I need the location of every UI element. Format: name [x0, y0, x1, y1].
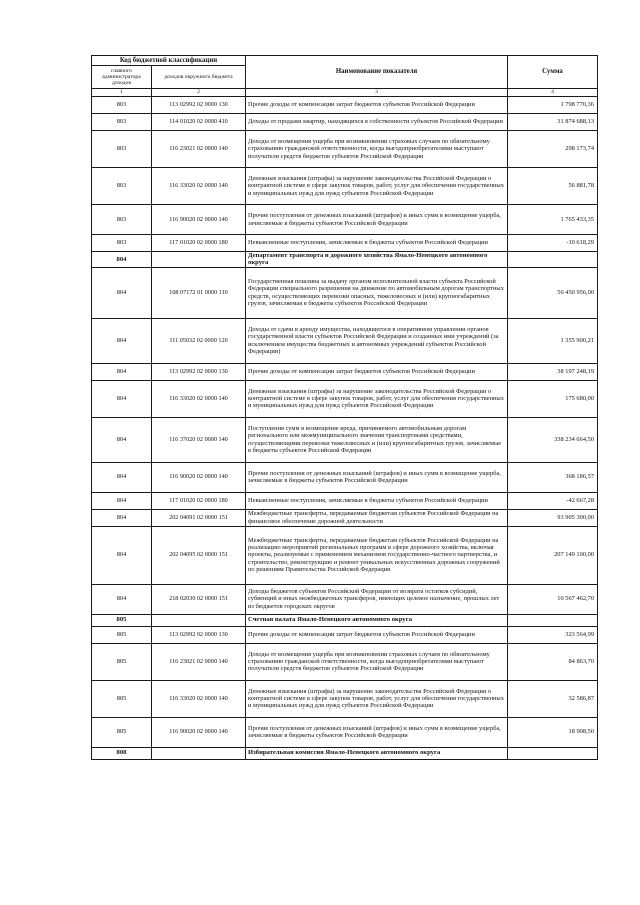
section-title: Департамент транспорта и дорожного хозяйства Ямало-Ненецкого автономного округа — [246, 252, 508, 268]
amount: 207 149 100,00 — [508, 526, 598, 584]
section-title: Избирательная комиссия Ямало-Ненецкого автономного округа — [246, 747, 508, 759]
admin-code: 804 — [92, 318, 152, 363]
amount: 32 586,87 — [508, 680, 598, 717]
income-code: 116 90020 02 0000 140 — [152, 205, 246, 235]
empty-cell — [152, 747, 246, 759]
table-row — [92, 643, 598, 680]
admin-code: 804 — [92, 252, 152, 268]
table-body — [92, 97, 598, 760]
indicator-name: Межбюджетные трансферты, передаваемые бюджетам субъектов Российской Федерации на реализацию мероприятий региональных программ в сфере дорожного хозяйства, включая проекты, реализуемые с применением механизмов государственно-частного партнерства, и строительство, реконструкцию и ремонт уникальных искусственных дорожных сооружений по решениям Правительства Российской Федерации — [246, 526, 508, 584]
amount: 31 874 688,13 — [508, 114, 598, 131]
indicator-name: Денежные взыскания (штрафы) за нарушение законодательства Российской Федерации о контрактной системе в сфере закупок товаров, работ, услуг для обеспечения государственных и муниципальных нужд для нужд субъектов Российской Федерации — [246, 380, 508, 417]
table-row — [92, 97, 598, 114]
header-admin: главного администратора доходов — [92, 66, 152, 89]
budget-revenue-table — [91, 55, 598, 760]
admin-code: 808 — [92, 747, 152, 759]
table-row — [92, 717, 598, 747]
section-row — [92, 747, 598, 759]
table-row — [92, 492, 598, 509]
income-code: 117 01020 02 0000 180 — [152, 235, 246, 252]
indicator-name: Доходы от сдачи в аренду имущества, находящегося в оперативном управлении органов государственной власти субъектов Российской Федерации и созданных ими учреждений (за исключением имущества бюджетных и автономных учреждений субъектов Российской Федерации) — [246, 318, 508, 363]
table-row — [92, 380, 598, 417]
table-row — [92, 131, 598, 168]
income-code: 116 33020 02 0000 140 — [152, 680, 246, 717]
table-row — [92, 168, 598, 205]
amount: 323 564,99 — [508, 626, 598, 643]
header-col-number: 3 — [246, 89, 508, 97]
admin-code: 804 — [92, 267, 152, 318]
admin-code: 803 — [92, 235, 152, 252]
empty-cell — [508, 747, 598, 759]
indicator-name: Прочие доходы от компенсации затрат бюджетов субъектов Российской Федерации — [246, 363, 508, 380]
income-code: 111 05032 02 0000 120 — [152, 318, 246, 363]
empty-cell — [508, 252, 598, 268]
amount: 175 680,00 — [508, 380, 598, 417]
indicator-name: Поступления сумм в возмещение вреда, причиняемого автомобильным дорогам регионального или межмуниципального значения транспортными средствами, осуществляющими перевозки тяжеловесных и (или) крупногабаритных грузов, зачисляемые в бюджеты субъектов Российской Федерации — [246, 417, 508, 462]
indicator-name: Невыясненные поступления, зачисляемые в бюджеты субъектов Российской Федерации — [246, 492, 508, 509]
table-row — [92, 363, 598, 380]
indicator-name: Доходы бюджетов субъектов Российской Федерации от возврата остатков субсидий, субвенций и иных межбюджетных трансферов, имеющих целевое назначение, прошлых лет из бюджетов городских округов — [246, 584, 508, 614]
section-title: Счетная палата Ямало-Ненецкого автономного округа — [246, 614, 508, 626]
table-header — [92, 56, 598, 97]
indicator-name: Межбюджетные трансферты, передаваемые бюджетам субъектов Российской Федерации на финансовое обеспечение дорожной деятельности — [246, 509, 508, 526]
income-code: 113 02992 02 0000 130 — [152, 626, 246, 643]
indicator-name: Прочие доходы от компенсации затрат бюджетов субъектов Российской Федерации — [246, 626, 508, 643]
indicator-name: Прочие доходы от компенсации затрат бюджетов субъектов Российской Федерации — [246, 97, 508, 114]
income-code: 117 01020 02 0000 180 — [152, 492, 246, 509]
header-col-number: 2 — [152, 89, 246, 97]
admin-code: 805 — [92, 717, 152, 747]
admin-code: 804 — [92, 363, 152, 380]
admin-code: 805 — [92, 614, 152, 626]
budget-table-sheet — [91, 55, 597, 760]
table-row — [92, 205, 598, 235]
income-code: 116 90020 02 0000 140 — [152, 462, 246, 492]
income-code: 116 23021 02 0000 140 — [152, 131, 246, 168]
empty-cell — [152, 614, 246, 626]
header-col-number: 1 — [92, 89, 152, 97]
indicator-name: Доходы от возмещения ущерба при возникновении страховых случаев по обязательному страхованию гражданской ответственности, когда выгодоприобретателями выступают получатели средств бюджетов субъектов Российской Федерации — [246, 643, 508, 680]
indicator-name: Государственная пошлина за выдачу органом исполнительной власти субъекта Российской Федерации специального разрешения на движение по автомобильным дорогам транспортных средств, осуществляющих перевозки опасных, тяжеловесных и (или) крупногабаритных грузов, зачисляемая в бюджеты субъектов Российской Федерации — [246, 267, 508, 318]
income-code: 113 02992 02 0000 130 — [152, 363, 246, 380]
amount: 10 567 462,70 — [508, 584, 598, 614]
header-code-group: Код бюджетной классификации — [92, 56, 246, 66]
income-code: 116 90020 02 0000 140 — [152, 717, 246, 747]
header-col-number: 4 — [508, 89, 598, 97]
amount: 56 881,78 — [508, 168, 598, 205]
admin-code: 803 — [92, 114, 152, 131]
amount: 1 765 433,35 — [508, 205, 598, 235]
empty-cell — [508, 614, 598, 626]
admin-code: 803 — [92, 131, 152, 168]
empty-cell — [152, 252, 246, 268]
table-row — [92, 114, 598, 131]
amount: 38 197 248,19 — [508, 363, 598, 380]
amount: -10 618,29 — [508, 235, 598, 252]
amount: 18 908,50 — [508, 717, 598, 747]
section-row — [92, 614, 598, 626]
table-row — [92, 526, 598, 584]
income-code: 202 04091 02 0000 151 — [152, 509, 246, 526]
amount: 368 186,57 — [508, 462, 598, 492]
table-row — [92, 584, 598, 614]
table-row — [92, 318, 598, 363]
amount: 338 234 664,50 — [508, 417, 598, 462]
income-code: 116 37020 02 0000 140 — [152, 417, 246, 462]
amount: 1 798 770,36 — [508, 97, 598, 114]
indicator-name: Прочие поступления от денежных взысканий (штрафов) и иных сумм в возмещение ущерба, зачисляемые в бюджеты субъектов Российской Федерации — [246, 205, 508, 235]
income-code: 116 33020 02 0000 140 — [152, 168, 246, 205]
header-income-code: доходов окружного бюджета — [152, 66, 246, 89]
table-row — [92, 417, 598, 462]
income-code: 218 02030 02 0000 151 — [152, 584, 246, 614]
admin-code: 804 — [92, 492, 152, 509]
indicator-name: Доходы от продажи квартир, находящихся в собственности субъектов Российской Федерации — [246, 114, 508, 131]
indicator-name: Денежные взыскания (штрафы) за нарушение законодательства Российской Федерации о контрактной системе в сфере закупок товаров, работ, услуг для обеспечения государственных и муниципальных нужд для нужд субъектов Российской Федерации — [246, 680, 508, 717]
admin-code: 804 — [92, 509, 152, 526]
income-code: 114 01020 02 0000 410 — [152, 114, 246, 131]
admin-code: 803 — [92, 168, 152, 205]
table-row — [92, 509, 598, 526]
table-row — [92, 680, 598, 717]
indicator-name: Денежные взыскания (штрафы) за нарушение законодательства Российской Федерации о контрактной системе в сфере закупок товаров, работ, услуг для обеспечения государственных и муниципальных нужд для нужд субъектов Российской Федерации — [246, 168, 508, 205]
income-code: 113 02992 02 0000 130 — [152, 97, 246, 114]
admin-code: 804 — [92, 417, 152, 462]
admin-code: 803 — [92, 97, 152, 114]
admin-code: 804 — [92, 526, 152, 584]
amount: -42 667,28 — [508, 492, 598, 509]
amount: 298 173,74 — [508, 131, 598, 168]
income-code: 108 07172 01 0000 110 — [152, 267, 246, 318]
section-row — [92, 252, 598, 268]
admin-code: 803 — [92, 205, 152, 235]
amount: 93 905 300,00 — [508, 509, 598, 526]
table-row — [92, 267, 598, 318]
table-row — [92, 462, 598, 492]
header-name: Наименование показателя — [246, 56, 508, 89]
income-code: 116 33020 02 0000 140 — [152, 380, 246, 417]
amount: 84 863,70 — [508, 643, 598, 680]
indicator-name: Доходы от возмещения ущерба при возникновении страховых случаев по обязательному страхованию гражданской ответственности, когда выгодоприобретателями выступают получатели средств бюджетов субъектов Российской Федерации — [246, 131, 508, 168]
amount: 56 450 956,00 — [508, 267, 598, 318]
income-code: 116 23021 02 0000 140 — [152, 643, 246, 680]
table-row — [92, 235, 598, 252]
admin-code: 804 — [92, 380, 152, 417]
indicator-name: Невыясненные поступления, зачисляемые в бюджеты субъектов Российской Федерации — [246, 235, 508, 252]
indicator-name: Прочие поступления от денежных взысканий (штрафов) и иных сумм в возмещение ущерба, зачисляемые в бюджеты субъектов Российской Федерации — [246, 717, 508, 747]
admin-code: 804 — [92, 462, 152, 492]
amount: 1 355 900,21 — [508, 318, 598, 363]
admin-code: 805 — [92, 626, 152, 643]
admin-code: 805 — [92, 680, 152, 717]
income-code: 202 04095 02 0000 151 — [152, 526, 246, 584]
indicator-name: Прочие поступления от денежных взысканий (штрафов) и иных сумм в возмещение ущерба, зачисляемые в бюджеты субъектов Российской Федерации — [246, 462, 508, 492]
admin-code: 804 — [92, 584, 152, 614]
header-sum: Сумма — [508, 56, 598, 89]
table-row — [92, 626, 598, 643]
admin-code: 805 — [92, 643, 152, 680]
